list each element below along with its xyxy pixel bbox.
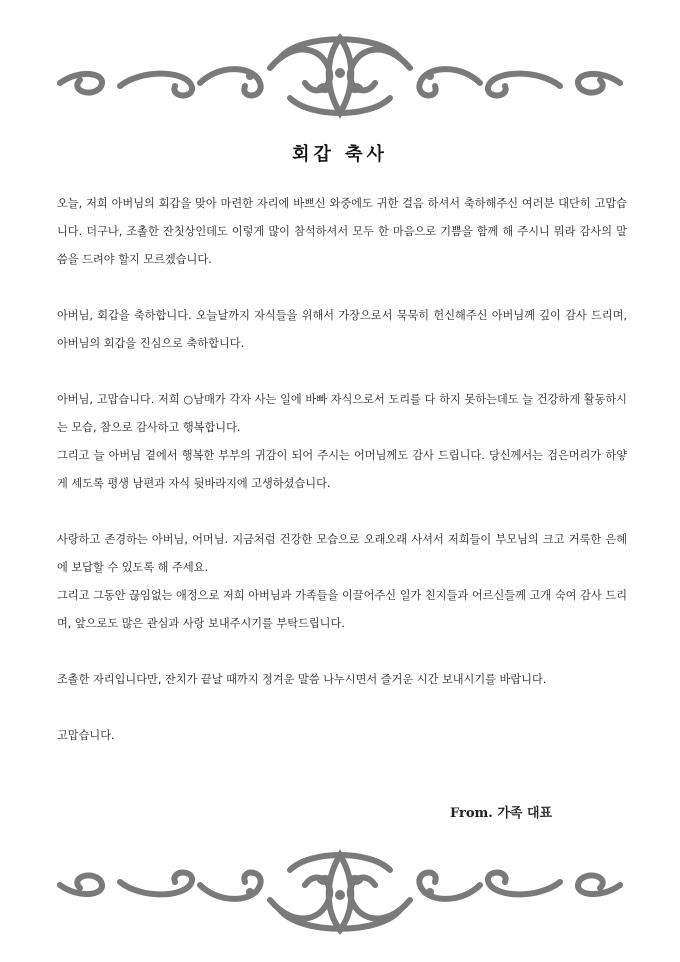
top-ornament — [40, 28, 640, 128]
paragraph: 아버님, 회갑을 축하합니다. 오늘날까지 자식들을 위해서 가장으로서 묵묵히 헌신해주신 아버님께 깊이 감사 드리며, 아버님의 회갑을 진심으로 축하합니다. — [57, 309, 627, 350]
document-title: 회갑 축사 — [292, 144, 388, 165]
paragraph: 그리고 그동안 끊임없는 애정으로 저희 아버님과 가족들을 이끌어주신 일가 친지들과 어르신들께 고개 숙여 감사 드리며, 앞으로도 많은 관심과 사랑 보내주시기를 부탁드립니다. — [57, 589, 627, 630]
paragraph: 오늘, 저희 아버님의 회갑을 맞아 마련한 자리에 바쁘신 와중에도 귀한 걸음 하셔서 축하해주신 여러분 대단히 고맙습니다. 더구나, 조촐한 잔칫상인데도 이렇게 많이 참석하셔서 모두 한 마음으로 기쁨을 함께 해 주시니 뭐라 감사의 말씀을 드려야 할지 모르겠습니다. — [57, 197, 627, 266]
paragraph: 아버님, 고맙습니다. 저희 ○남매가 각자 사는 일에 바빠 자식으로서 도리를 다 하지 못하는데도 늘 건강하게 활동하시는 모습, 참으로 감사하고 행복합니다. — [57, 393, 627, 434]
paragraph: 고맙습니다. — [57, 729, 115, 742]
paragraph: 사랑하고 존경하는 아버님, 어머님. 지금처럼 건강한 모습으로 오래오래 사셔서 저희들이 부모님의 크고 거룩한 은혜에 보답할 수 있도록 해 주세요. — [57, 533, 627, 574]
bottom-flourish-icon — [40, 840, 640, 940]
bottom-ornament — [40, 840, 640, 940]
paragraph-gap — [57, 694, 627, 722]
paragraph-gap — [57, 358, 627, 386]
top-flourish-icon — [40, 28, 640, 128]
paragraph-gap — [57, 498, 627, 526]
paragraph: 그리고 늘 아버님 곁에서 행복한 부부의 귀감이 되어 주시는 어머님께도 감사 드립니다. 당신께서는 검은머리가 하얗게 세도록 평생 남편과 자식 뒷바라지에 고생하셨습니다. — [57, 449, 627, 490]
paragraph-gap — [57, 638, 627, 666]
document-body — [57, 190, 627, 750]
signature: From. 가족 대표 — [450, 806, 553, 821]
paragraph-gap — [57, 274, 627, 302]
paragraph: 조촐한 자리입니다만, 잔치가 끝날 때까지 정겨운 말씀 나누시면서 즐거운 시간 보내시기를 바랍니다. — [57, 673, 547, 686]
